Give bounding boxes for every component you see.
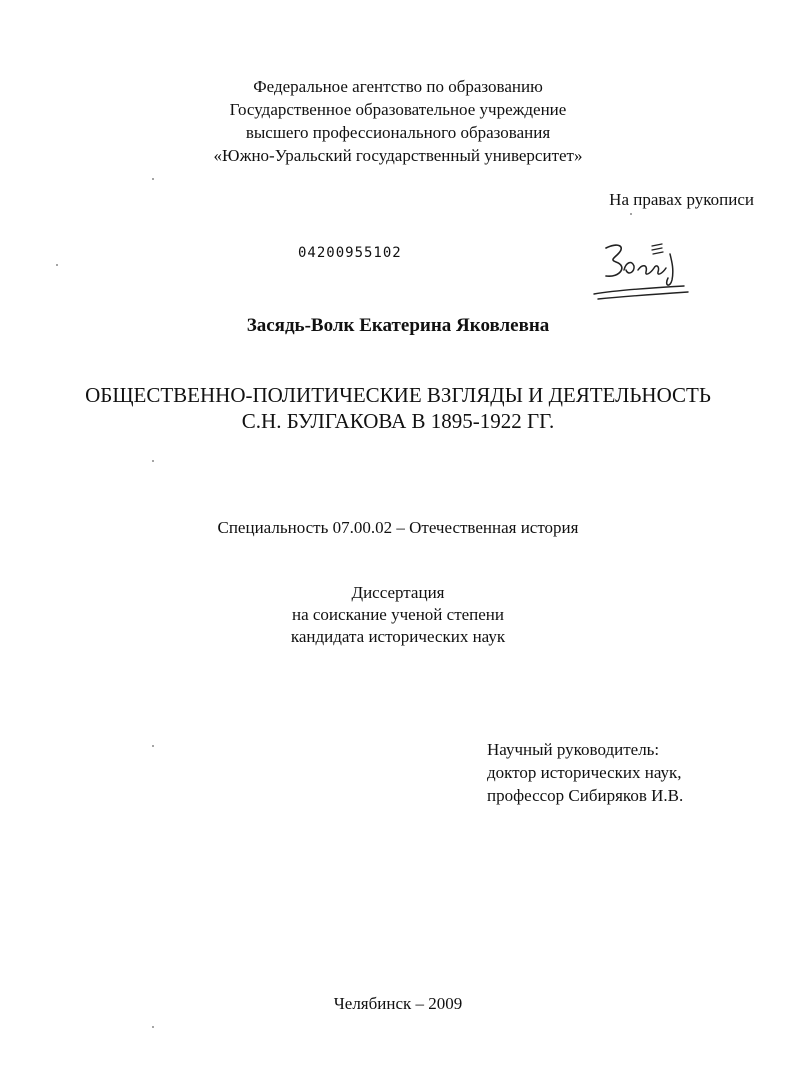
specialty: Специальность 07.00.02 – Отечественная история [217, 518, 579, 537]
scan-speck [152, 1026, 154, 1028]
institution-header [0, 75, 796, 167]
header-line: Государственное образовательное учреждение [229, 100, 567, 119]
supervisor-line: профессор Сибиряков И.В. [487, 786, 684, 805]
degree-line: кандидата исторических наук [290, 627, 506, 646]
degree-line: Диссертация [351, 583, 445, 602]
degree-info [0, 582, 796, 648]
title-line: ОБЩЕСТВЕННО-ПОЛИТИЧЕСКИЕ ВЗГЛЯДЫ И ДЕЯТЕЛЬНОСТЬ [85, 383, 711, 407]
document-code: 04200955102 [298, 245, 402, 261]
header-line: высшего профессионального образования [245, 123, 551, 142]
author-name: Засядь-Волк Екатерина Яковлевна [246, 315, 550, 336]
supervisor-line: Научный руководитель: [487, 740, 660, 759]
scan-speck [152, 745, 154, 747]
manuscript-rights: На правах рукописи [609, 190, 754, 209]
scan-speck [152, 460, 154, 462]
degree-line: на соискание ученой степени [291, 605, 505, 624]
supervisor-block [487, 738, 683, 807]
header-line: «Южно-Уральский государственный университет» [213, 146, 583, 165]
city-year: Челябинск – 2009 [333, 994, 463, 1013]
header-line: Федеральное агентство по образованию [253, 77, 543, 96]
scan-speck [152, 178, 154, 180]
signature-icon [588, 226, 698, 302]
scan-speck [630, 213, 632, 215]
supervisor-line: доктор исторических наук, [487, 763, 682, 782]
scan-speck [56, 264, 58, 266]
dissertation-title [0, 382, 796, 434]
title-line: С.Н. БУЛГАКОВА В 1895-1922 ГГ. [241, 409, 555, 433]
